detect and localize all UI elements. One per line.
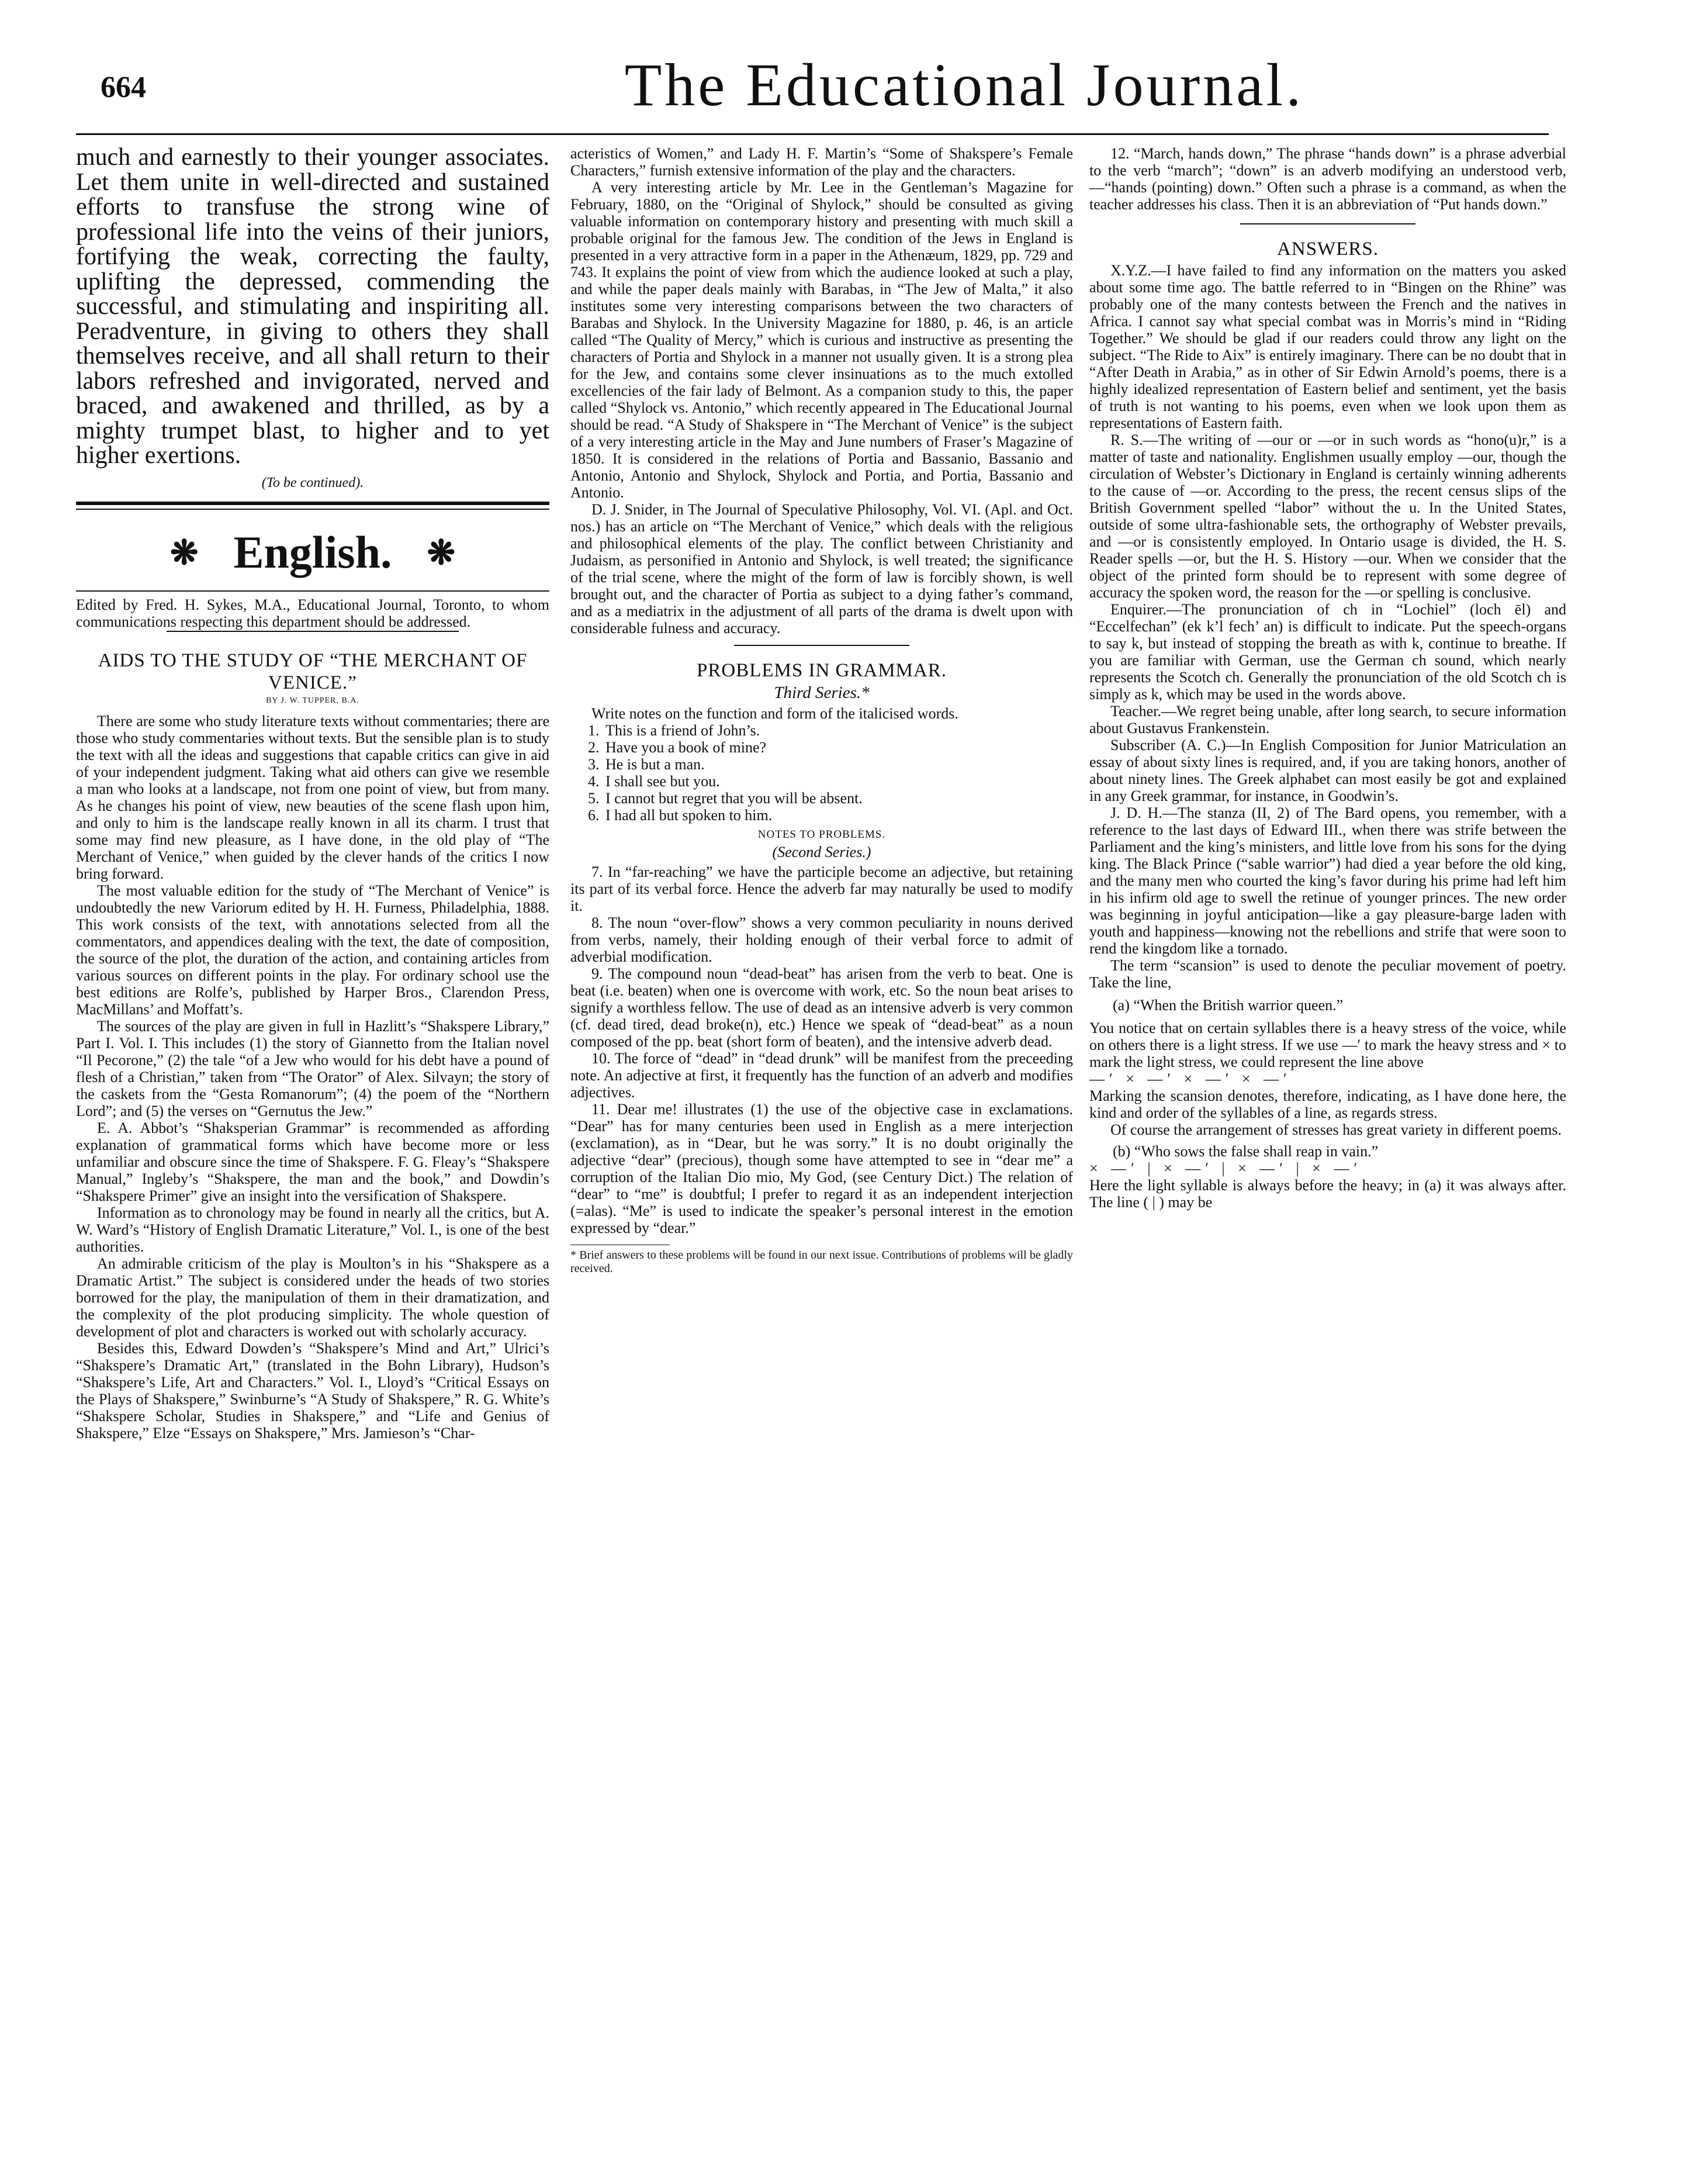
column-middle bbox=[570, 145, 1073, 1276]
section-rule-thin bbox=[76, 509, 549, 510]
scansion-example-a: (a) “When the British warrior queen.” bbox=[1113, 997, 1344, 1014]
scansion-example-b: (b) “Who sows the false shall reap in vain.” bbox=[1113, 1143, 1379, 1160]
scansion-explanation: You notice that on certain syllables there is a heavy stress of the voice, while on others there is a light stress. If we use —′ to mark the heavy stress and × to mark the light stress, we could represent the line above bbox=[1089, 1020, 1566, 1070]
item-text: I had all but spoken to him. bbox=[605, 807, 773, 824]
short-rule bbox=[167, 631, 459, 632]
scansion-explanation: Here the light syllable is always before the heavy; in (a) it was always after. The line ( | ) may be bbox=[1089, 1177, 1566, 1211]
answer-paragraph: J. D. H.—The stanza (II, 2) of The Bard opens, you remember, with a reference to the last days of Edward III., when there was strife between the Parliament and the king’s ministers, and little love from his sons for the dying king. The Black Prince (“sable warrior”) had died a year before the old king, and the many men who courted the king’s favor during his prime had left him in his infirm old age to swell the retinue of younger princes. The new order was beginning in joyful anticipation—like a gay pleasure-barge laden with youth and happiness—knowing not the rebellions and strife that were soon to rend the kingdom like a tornado. bbox=[1089, 804, 1566, 957]
answer-paragraph: X.Y.Z.—I have failed to find any information on the matters you asked about some time ago. The battle referred to in “Bingen on the Rhine” was probably one of the many contests between the French and the natives in Africa. I cannot say what special combat was in Morris’s mind in “Riding Together.” We should be glad if our readers could throw any light on the subject. “The Ride to Aix” is entirely imaginary. There can be no doubt that in “After Death in Arabia,” as in other of Sir Edwin Arnold’s poems, there is a highly idealized representation of Eastern belief and sentiment, yet the basis of truth is not wanting to his poems, even when we look upon them as representations of Eastern faith. bbox=[1089, 262, 1566, 431]
item-number: 2. bbox=[588, 739, 600, 756]
note-paragraph: 11. Dear me! illustrates (1) the use of the objective case in exclamations. “Dear” has for many centuries been used in English as a mere interjection (exclamation), as in “Dear, but he was sorry.” It is no doubt originally the adjective “dear” (precious), though some have attempted to see in “dear me” a corruption of the Italian Dio mio, My God, (see Century Dict.) The relation of “dear” to “me” is doubtful; I prefer to regard it as an independent interjection (=alas). “Me” is used to indicate the speaker’s personal interest in the emotion expressed by “dear.” bbox=[570, 1101, 1073, 1236]
item-number: 4. bbox=[588, 773, 600, 790]
article-paragraph: The most valuable edition for the study of “The Merchant of Venice” is undoubtedly the new Variorum edited by H. H. Furness, Philadelphia, 1888. This work consists of the text, with annotations selected from all the commentators, and appendices dealing with the text, the date of composition, the source of the plot, the duration of the action, and containing articles from various sources on different points in the play. For ordinary school use the best editions are Rolfe’s, published by Harper Bros., Clarendon Press, MacMillans’ and Moffatt’s. bbox=[76, 882, 549, 1018]
journal-masthead: The Educational Journal. bbox=[624, 51, 1304, 119]
article-paragraph: An admirable criticism of the play is Moulton’s in his “Shakspere as a Dramatic Artist.” The subject is considered under the heads of two stories borrowed for the play, the manipulation of them in their dramatization, and the complexity of the plot producing simplicity. The whole question of development of plot and characters is worked out with scholarly accuracy. bbox=[76, 1255, 549, 1340]
item-text: This is a friend of John’s. bbox=[605, 722, 760, 739]
section-rule bbox=[76, 502, 549, 505]
department-heading bbox=[76, 514, 549, 590]
answer-paragraph: The term “scansion” is used to denote the peculiar movement of poetry. Take the line, bbox=[1089, 957, 1566, 991]
article-paragraph: D. J. Snider, in The Journal of Speculative Philosophy, Vol. VI. (Apl. and Oct. nos.) has an article on “The Merchant of Venice,” which deals with the religious and philosophical elements of the play. The conflict between Christianity and Judaism, as personified in Antonio and Shylock, is well treated; the significance of the trial scene, where the might of the form of law is forcibly shown, is well brought out, and the character of Portia as subject to a dying father’s command, and as a mediatrix in the adjustment of all parts of the drama is dwelt upon with considerable fulness and accuracy. bbox=[570, 501, 1073, 637]
article-title: AIDS TO THE STUDY OF “THE MERCHANT OF VENICE.” bbox=[98, 649, 528, 693]
problems-intro: Write notes on the function and form of the italicised words. bbox=[591, 705, 958, 722]
answers-title: ANSWERS. bbox=[1277, 239, 1379, 260]
header-rule bbox=[76, 133, 1549, 135]
answer-paragraph: Subscriber (A. C.)—In English Composition for Junior Matriculation an essay of about sixty lines is required, and, if you are taking honors, another of about ninety lines. The Greek alphabet can most easily be got and explained in any Greek grammar, for instance, in Goodwin’s. bbox=[1089, 737, 1566, 804]
scansion-marks-b: × —′ | × —′ | × —′ | × —′ bbox=[1089, 1160, 1362, 1177]
answer-paragraph: R. S.—The writing of —our or —or in such words as “hono(u)r,” is a matter of taste and nationality. Englishmen usually employ —our, though the circulation of Webster’s Dictionary in England is certainly winning adherents to the cause of —or. According to the press, the recent census slips of the British Government spelled “labor” without the u. In the United States, outside of some ultra-fashionable sets, the orthography of Webster prevails, and —or is consistently employed. In Ontario usage is divided, the H. S. Reader spells —or, but the H. S. History —our. When we consider that the object of the printed form should be to represent with some degree of accuracy the spoken word, the reason for the —or spelling is conclusive. bbox=[1089, 431, 1566, 601]
list-item bbox=[588, 807, 1073, 824]
answer-paragraph: Teacher.—We regret being unable, after long search, to secure information about Gustavus Frankenstein. bbox=[1089, 703, 1566, 737]
article-paragraph: A very interesting article by Mr. Lee in the Gentleman’s Magazine for February, 1880, on the “Original of Shylock,” should be consulted as giving valuable information on contemporary history and presenting with much skill a probable original for the famous Jew. The condition of the Jews in England is presented in a very attractive form in a paper in the Athenæum, 1829, pp. 729 and 743. It explains the point of view from which the audience looked at such a play, and while the paper deals mainly with Barabas, in “The Jew of Malta,” it also institutes some very interesting comparisons between the two characters of Barabas and Shylock. In the University Magazine for 1880, p. 46, is an article called “The Quality of Mercy,” which is curious and instructive as presenting the characters of Portia and Shylock in a manner not usually given. It is a strong plea for the Jew, and contains some clever insinuations as to the much extolled excellencies of the fair lady of Belmont. As a companion study to this, the paper called “Shylock vs. Antonio,” which recently appeared in The Educational Journal should be read. “A Study of Shakspere in “The Merchant of Venice” is the subject of a very interesting article in the May and June numbers of Fraser’s Magazine of 1850. It is considered in the relations of Portia and Bassanio, Bassanio and Antonio, Antonio and Shylock, Shylock and Portia, and Portia, Bassanio and Antonio. bbox=[570, 179, 1073, 501]
ornament-icon: ❋ bbox=[427, 533, 456, 572]
article-paragraph: acteristics of Women,” and Lady H. F. Martin’s “Some of Shakspere’s Female Characters,” furnish extensive information of the play and the characters. bbox=[570, 145, 1073, 179]
scansion-marks-a: —′ × —′ × —′ × —′ bbox=[1089, 1070, 1292, 1087]
article-paragraph: E. A. Abbot’s “Shaksperian Grammar” is recommended as affording explanation of grammatical forms which have become more or less unfamiliar and obscure since the time of Shakspere. F. G. Fleay’s “Shakspere Manual,” Ingleby’s “Shakspere, the man and the book,” and Dowdin’s “Shakspere Primer” give an insight into the versification of Shakspere. bbox=[76, 1119, 549, 1204]
list-item bbox=[588, 722, 1073, 739]
list-item bbox=[588, 739, 1073, 756]
item-number: 1. bbox=[588, 722, 600, 739]
list-item bbox=[588, 790, 1073, 807]
list-item bbox=[588, 756, 1073, 773]
scansion-explanation: Marking the scansion denotes, therefore, indicating, as I have done here, the kind and order of the syllables of a line, as regards stress. bbox=[1089, 1087, 1566, 1121]
item-number: 3. bbox=[588, 756, 600, 773]
notes-series: (Second Series.) bbox=[772, 844, 871, 861]
footnote: * Brief answers to these problems will be found in our next issue. Contributions of problems will be gladly received. bbox=[570, 1249, 1073, 1275]
ornament-icon: ❋ bbox=[169, 533, 199, 572]
short-rule bbox=[1240, 223, 1415, 224]
notes-title: NOTES TO PROBLEMS. bbox=[757, 828, 886, 841]
note-paragraph: 7. In “far-reaching” we have the participle become an adjective, but retaining its part of its verbal force. Hence the adverb far may naturally be used to modify it. bbox=[570, 863, 1073, 914]
problems-series: Third Series.* bbox=[774, 683, 870, 702]
scansion-explanation: Of course the arrangement of stresses has great variety in different poems. bbox=[1110, 1121, 1562, 1138]
item-text: He is but a man. bbox=[605, 756, 705, 773]
item-text: I shall see but you. bbox=[605, 773, 720, 790]
answer-paragraph: Enquirer.—The pronunciation of ch in “Lochiel” (loch ēl) and “Eccelfechan” (ek k’l fech’ an) is difficult to indicate. Put the speech-organs to say k, but instead of stopping the breath as with k, continue to breathe. If you are familiar with German, use the German ch sound, which nearly represents the Scotch ch. Generally the pronunciation of the old Scotch ch is simply as k, which may be used in the words above. bbox=[1089, 601, 1566, 703]
article-paragraph: Besides this, Edward Dowden’s “Shakspere’s Mind and Art,” Ulrici’s “Shakspere’s Dramatic Art,” (translated in the Bohn Library), Hudson’s “Shakspere’s Life, Art and Characters.” Vol. I., Lloyd’s “Critical Essays on the Plays of Shakspere,” Swinburne’s “A Study of Shakspere,” R. G. White’s “Shakspere Scholar, Studies in Shakspere,” and “Life and Genius of Shakspere,” Elze “Essays on Shakspere,” Mrs. Jamieson’s “Char- bbox=[76, 1339, 549, 1442]
article-paragraph: There are some who study literature texts without commentaries; there are those who study commentaries without texts. But the sensible plan is to study the text with all the ideas and suggestions that capable critics can give in aid of your independent judgment. Taking what aid others can give we resemble a man who looks at a landscape, not from one point of view, but from many. As he changes his point of view, new beauties of the scene flash upon him, and only to him is the landscape really known in all its charm. I trust that some may find new pleasure, as I have done, in the old play of “The Merchant of Venice,” when guided by the clever hands of the critics I now bring forward. bbox=[76, 712, 549, 882]
column-left bbox=[76, 145, 549, 1442]
item-text: I cannot but regret that you will be absent. bbox=[605, 790, 863, 807]
section-rule-thin bbox=[76, 590, 549, 592]
note-paragraph: 8. The noun “over-flow” shows a very common peculiarity in nouns derived from verbs, namely, their holding enough of their verbal force to admit of adverbial modification. bbox=[570, 914, 1073, 965]
article-paragraph: Information as to chronology may be found in nearly all the critics, but A. W. Ward’s “History of English Dramatic Literature,” Vol. I., is one of the best authorities. bbox=[76, 1204, 549, 1255]
page-number: 664 bbox=[101, 71, 146, 104]
continued-note: (To be continued). bbox=[261, 475, 364, 490]
article-paragraph: The sources of the play are given in full in Hazlitt’s “Shakspere Library,” Part I. Vol. I. This includes (1) the story of Giannetto from the Italian novel “Il Pecorone,” (2) the tale “of a Jew who would for his debt have a pound of flesh of a Christian,” taken from “The Orator” of Alex. Silvayn; the story of the caskets from the “Gesta Romanorum”; (4) the poem of the “Northern Lord”; and (5) the verses on “Gernutus the Jew.” bbox=[76, 1017, 549, 1119]
department-title: English. bbox=[233, 526, 392, 578]
list-item bbox=[588, 773, 1073, 790]
note-paragraph: 10. The force of “dead” in “dead drunk” will be manifest from the preceeding note. An adjective at first, it frequently has the function of an adverb and modifies adjectives. bbox=[570, 1050, 1073, 1101]
short-rule bbox=[734, 645, 909, 646]
editor-note: Edited by Fred. H. Sykes, M.A., Educational Journal, Toronto, to whom communications respecting this department should be addressed. bbox=[76, 596, 549, 630]
item-number: 6. bbox=[588, 807, 600, 824]
problems-list bbox=[570, 722, 1073, 824]
article-byline: BY J. W. TUPPER, B.A. bbox=[266, 696, 359, 705]
item-text: Have you a book of mine? bbox=[605, 739, 767, 756]
problems-title: PROBLEMS IN GRAMMAR. bbox=[697, 660, 947, 681]
note-paragraph: 12. “March, hands down,” The phrase “hands down” is a phrase adverbial to the verb “march”; “down” is an adverb modifying an understood verb,—“hands (pointing) down.” Often such a phrase is a command, as when the teacher addresses his class. Then it is an abbreviation of “Put hands down.” bbox=[1089, 145, 1566, 213]
note-paragraph: 9. The compound noun “dead-beat” has arisen from the verb to beat. One is beat (i.e. beaten) when one is overcome with work, etc. So the noun beat arises to signify a worthless fellow. The use of dead as an intensive adverb is very common (cf. dead tired, dead broke(n), etc.) Hence we speak of “dead-beat” as a noun composed of the pp. beat (short form of beaten), and the intensive adverb dead. bbox=[570, 965, 1073, 1050]
lead-paragraph: much and earnestly to their younger associates. Let them unite in well-directed and sustained efforts to transfuse the strong wine of professional life into the veins of their juniors, fortifying the weak, correcting the faulty, uplifting the depressed, commending the successful, and stimulating and inspiriting all. Peradventure, in giving to others they shall themselves receive, and all shall return to their labors refreshed and invigorated, nerved and braced, and awakened and thrilled, as by a mighty trumpet blast, to higher and to yet higher exertions. bbox=[76, 144, 549, 469]
item-number: 5. bbox=[588, 790, 600, 807]
column-right bbox=[1089, 145, 1566, 1211]
